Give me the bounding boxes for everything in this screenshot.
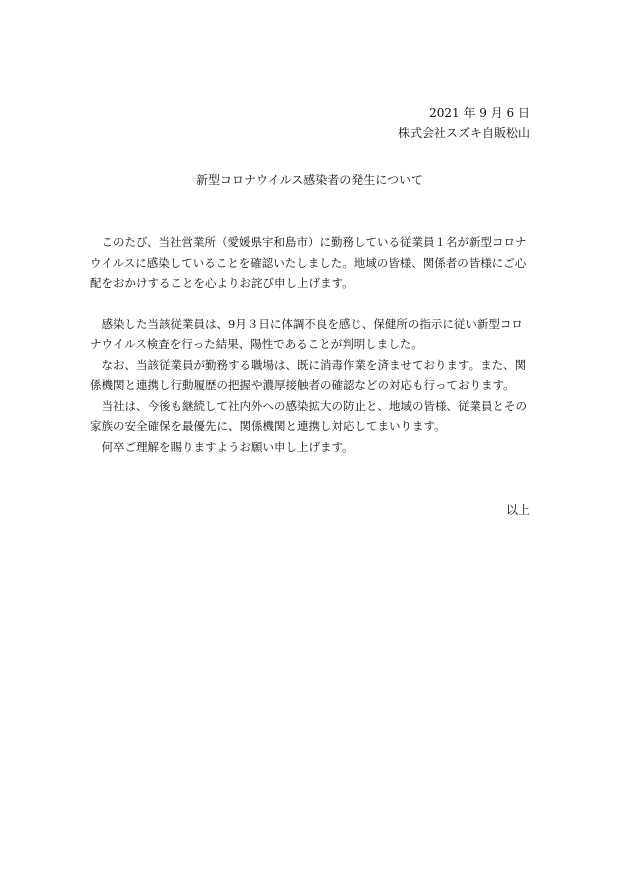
document-title: 新型コロナウイルス感染者の発生について xyxy=(195,173,424,187)
paragraph-policy: 当社は、今後も継続して社内外への感染拡大の防止と、地域の皆様、従業員とその家族の安全確保を最優先に、関係機関と連携し対応してまいります。 xyxy=(90,398,527,433)
paragraph-test-result: 感染した当該従業員は、9月３日に体調不良を感じ、保健所の指示に従い新型コロナウイルス検査を行った結果、陽性であることが判明しました。 xyxy=(90,316,523,351)
paragraph-request: 何卒ご理解を賜りますようお願い申し上げます。 xyxy=(101,439,354,454)
body-text xyxy=(90,232,530,457)
paragraph-spacer xyxy=(90,294,530,314)
paragraph-disinfection: なお、当該従業員が勤務する職場は、既に消毒作業を済ませております。また、関係機関と連携し行動履歴の把握や濃厚接触者の確認などの対応も行っております。 xyxy=(90,357,527,392)
header-block xyxy=(398,103,530,143)
paragraph-apology: このたび、当社営業所（愛媛県宇和島市）に勤務している従業員１名が新型コロナウイルスに感染していることを確認いたしました。地域の皆様、関係者の皆様にご心配をおかけすることを心よりお詫び申し上げます。 xyxy=(90,235,527,290)
document-date: 2021 年 9 月 6 日 xyxy=(429,106,530,120)
company-name: 株式会社スズキ自販松山 xyxy=(397,126,530,140)
closing-mark: 以上 xyxy=(505,503,530,517)
